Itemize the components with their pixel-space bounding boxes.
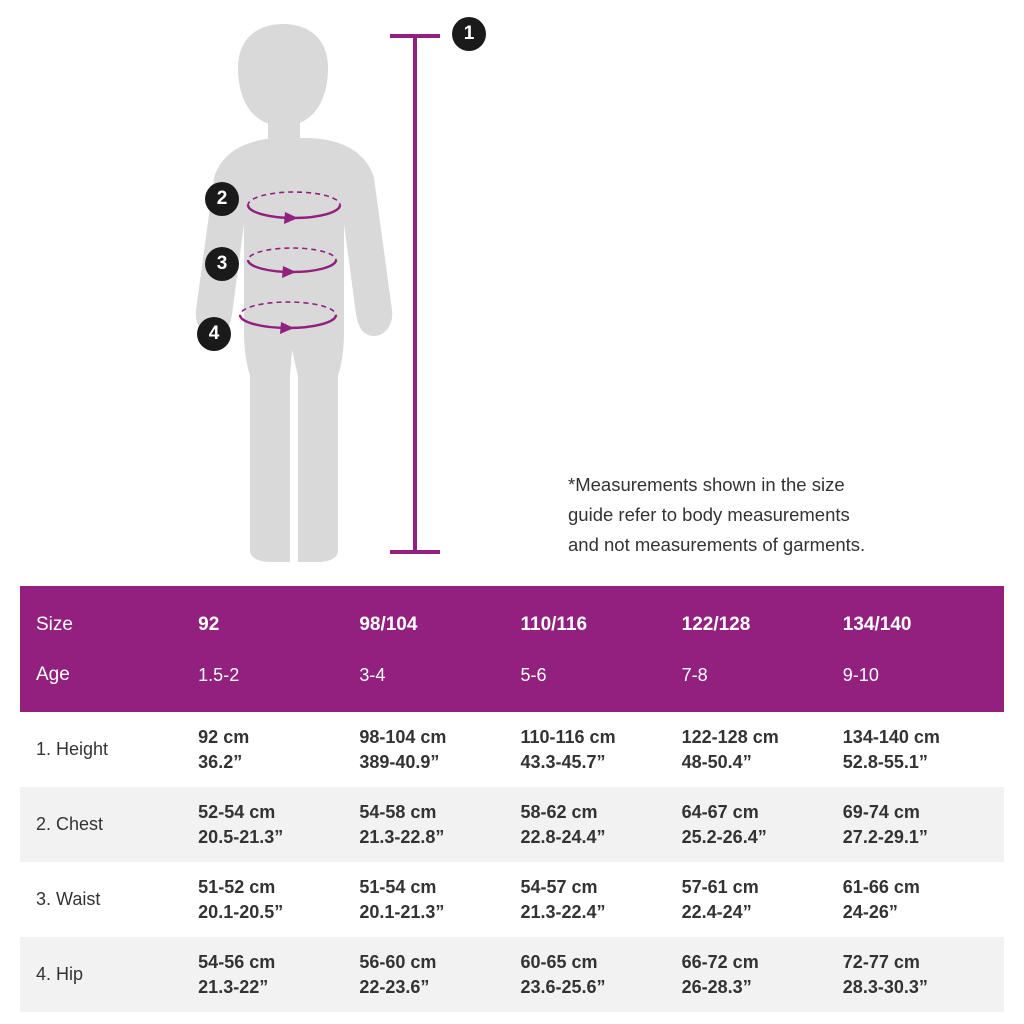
header-size-4: 134/140: [843, 586, 1004, 650]
cell-cm: 69-74 cm: [842, 801, 920, 822]
cell-cm: 54-56 cm: [198, 951, 276, 972]
cell-in: 389-40.9”: [359, 751, 440, 772]
header-age-label: Age: [20, 650, 198, 712]
cell-hip-92: [198, 937, 359, 1012]
header-size-2: 110/116: [520, 586, 681, 650]
cell-cm: 110-116 cm: [520, 726, 616, 747]
size-table-wrapper: [20, 586, 1004, 1012]
cell-in: 27.2-29.1”: [842, 826, 928, 847]
table-header-size-row: [20, 586, 1004, 650]
cell-in: 52.8-55.1”: [842, 751, 928, 772]
cell-in: 25.2-26.4”: [681, 826, 767, 847]
cell-in: 28.3-30.3”: [842, 976, 928, 997]
cell-cm: 52-54 cm: [198, 801, 276, 822]
cell-cm: 56-60 cm: [359, 951, 437, 972]
cell-in: 36.2”: [198, 751, 243, 772]
cell-in: 22.4-24”: [681, 901, 752, 922]
cell-in: 48-50.4”: [681, 751, 752, 772]
cell-height-122128: [682, 712, 843, 787]
header-size-0: 92: [198, 586, 359, 650]
row-label-chest: 2. Chest: [20, 787, 198, 862]
cell-in: 21.3-22.8”: [359, 826, 445, 847]
cell-cm: 54-57 cm: [520, 876, 598, 897]
table-row: [20, 937, 1004, 1012]
header-age-2: 5-6: [520, 650, 681, 712]
cell-chest-122128: [682, 787, 843, 862]
callout-badge-hip: 4: [197, 317, 231, 351]
cell-in: 24-26”: [842, 901, 898, 922]
body-silhouette-shape: [196, 24, 393, 562]
cell-cm: 54-58 cm: [359, 801, 437, 822]
header-age-3: 7-8: [682, 650, 843, 712]
cell-height-92: [198, 712, 359, 787]
cell-cm: 134-140 cm: [842, 726, 940, 747]
size-chart-table: [20, 586, 1004, 1012]
cell-cm: 64-67 cm: [681, 801, 759, 822]
table-row: [20, 712, 1004, 787]
table-header-age-row: [20, 650, 1004, 712]
cell-waist-98104: [359, 862, 520, 937]
cell-height-98104: [359, 712, 520, 787]
cell-cm: 72-77 cm: [842, 951, 920, 972]
cell-in: 21.3-22”: [198, 976, 269, 997]
cell-hip-134140: [843, 937, 1004, 1012]
callout-badge-waist: 3: [205, 247, 239, 281]
cell-in: 21.3-22.4”: [520, 901, 606, 922]
cell-chest-92: [198, 787, 359, 862]
measurement-note-line-1: *Measurements shown in the size: [568, 474, 845, 495]
cell-cm: 51-52 cm: [198, 876, 276, 897]
measurement-note-line-3: and not measurements of garments.: [568, 534, 866, 555]
cell-cm: 60-65 cm: [520, 951, 598, 972]
cell-cm: 51-54 cm: [359, 876, 437, 897]
cell-in: 20.1-21.3”: [359, 901, 445, 922]
cell-waist-110116: [520, 862, 681, 937]
child-silhouette-diagram: [150, 10, 570, 570]
header-age-4: 9-10: [843, 650, 1004, 712]
cell-in: 22.8-24.4”: [520, 826, 606, 847]
header-age-0: 1.5-2: [198, 650, 359, 712]
cell-in: 26-28.3”: [681, 976, 752, 997]
measurement-note-line-2: guide refer to body measurements: [568, 504, 850, 525]
callout-badge-chest: 2: [205, 182, 239, 216]
row-label-hip: 4. Hip: [20, 937, 198, 1012]
cell-cm: 122-128 cm: [681, 726, 779, 747]
cell-cm: 98-104 cm: [359, 726, 447, 747]
cell-height-110116: [520, 712, 681, 787]
cell-cm: 58-62 cm: [520, 801, 598, 822]
header-age-1: 3-4: [359, 650, 520, 712]
header-size-3: 122/128: [682, 586, 843, 650]
cell-in: 23.6-25.6”: [520, 976, 606, 997]
cell-cm: 66-72 cm: [681, 951, 759, 972]
cell-chest-110116: [520, 787, 681, 862]
cell-cm: 57-61 cm: [681, 876, 759, 897]
row-label-height: 1. Height: [20, 712, 198, 787]
header-size-1: 98/104: [359, 586, 520, 650]
callout-badge-height: 1: [452, 17, 486, 51]
cell-in: 22-23.6”: [359, 976, 430, 997]
cell-waist-134140: [843, 862, 1004, 937]
cell-hip-122128: [682, 937, 843, 1012]
cell-hip-98104: [359, 937, 520, 1012]
cell-cm: 61-66 cm: [842, 876, 920, 897]
cell-in: 20.5-21.3”: [198, 826, 284, 847]
cell-in: 20.1-20.5”: [198, 901, 284, 922]
row-label-waist: 3. Waist: [20, 862, 198, 937]
height-measure-bar: [390, 36, 440, 552]
cell-chest-134140: [843, 787, 1004, 862]
cell-waist-92: [198, 862, 359, 937]
header-size-label: Size: [20, 586, 198, 650]
cell-hip-110116: [520, 937, 681, 1012]
cell-chest-98104: [359, 787, 520, 862]
table-row: [20, 787, 1004, 862]
table-row: [20, 862, 1004, 937]
cell-height-134140: [843, 712, 1004, 787]
cell-cm: 92 cm: [198, 726, 250, 747]
measurement-note: [568, 470, 968, 560]
cell-in: 43.3-45.7”: [520, 751, 606, 772]
cell-waist-122128: [682, 862, 843, 937]
